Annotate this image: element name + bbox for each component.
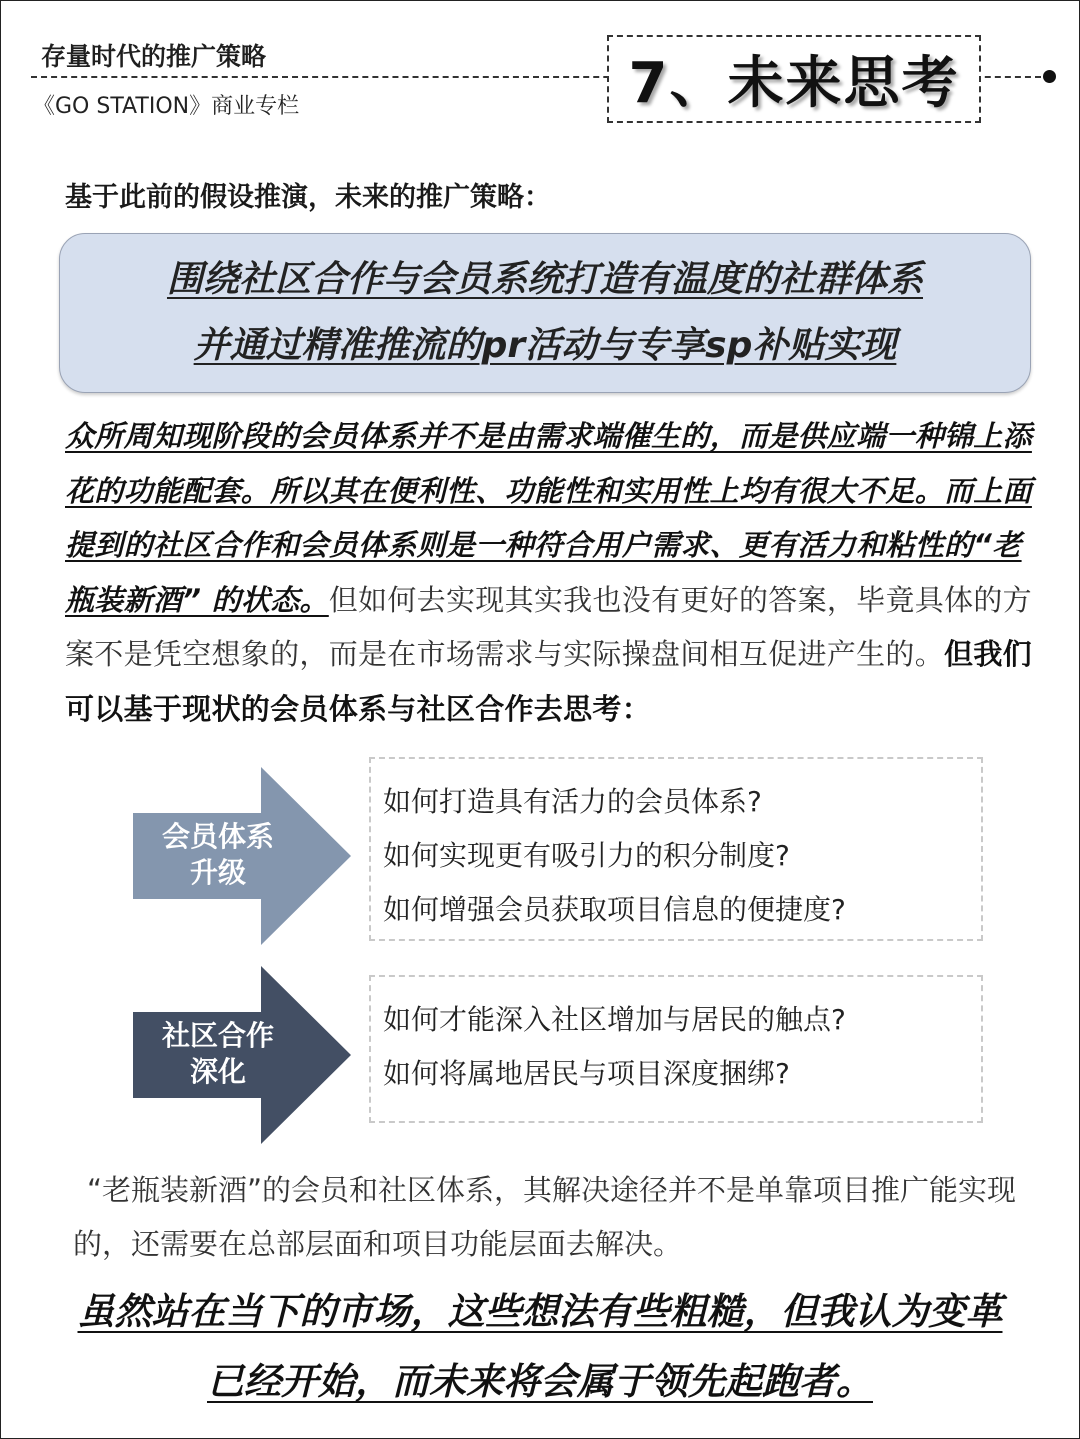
- arrow-label-line-2: 升级: [189, 856, 246, 889]
- final-line-1: 虽然站在当下的市场，这些想法有些粗糙，但我认为变革: [77, 1290, 1003, 1333]
- question-item: 如何增强会员获取项目信息的便捷度?: [383, 893, 846, 926]
- lead-heading: 基于此前的假设推演，未来的推广策略：: [65, 182, 551, 213]
- header-dot-icon: [1043, 70, 1056, 83]
- community-questions: [369, 975, 983, 1123]
- column-title: 存量时代的推广策略: [41, 42, 267, 71]
- callout-line-2: 并通过精准推流的pr活动与专享sp补贴实现: [193, 325, 897, 366]
- arrow-label-line-1: 社区合作: [161, 1019, 274, 1052]
- arrow-label-line-2: 深化: [189, 1055, 246, 1088]
- closing-paragraph: “老瓶装新酒”的会员和社区体系，其解决途径并不是单靠项目推广能实现的，还需要在总部层面和项目功能层面去解决。: [73, 1173, 1017, 1261]
- membership-upgrade-arrow: [133, 767, 351, 945]
- arrow-label-line-1: 会员体系: [161, 820, 274, 853]
- final-statement: [1, 1277, 1079, 1417]
- question-item: 如何实现更有吸引力的积分制度?: [383, 839, 790, 872]
- arrow-label: [133, 1018, 303, 1090]
- arrow-label: [133, 819, 303, 891]
- body-paragraph: [65, 409, 1041, 736]
- membership-questions: [369, 757, 983, 941]
- callout-line-1: 围绕社区合作与会员系统打造有温度的社群体系: [166, 259, 923, 300]
- paragraph-emphasis: 众所周知现阶段的会员体系并不是由需求端催生的，而是供应端一种锦上添花的功能配套。所以其在便利性、功能性和实用性上均有很大不足。而上面提到的社区合作和会员体系则是一种符合用户需求、更有活力和粘性的“老瓶装新酒” 的状态。: [65, 419, 1032, 617]
- strategy-callout: [59, 233, 1031, 393]
- community-deepen-arrow: [133, 966, 351, 1144]
- section-title: 7、未来思考: [628, 51, 960, 116]
- final-line-2: 已经开始，而未来将会属于领先起跑者。: [207, 1360, 873, 1403]
- paragraph-normal: 但如何去实现其实我也没有更好的答案，毕竟具体的方案不是凭空想象的，而是在市场需求与实际操盘间相互促进产生的。: [65, 582, 1032, 671]
- section-title-box: [607, 35, 981, 123]
- question-item: 如何才能深入社区增加与居民的触点?: [383, 1003, 846, 1036]
- paragraph-bold: 但我们可以基于现状的会员体系与社区合作去思考：: [65, 637, 1032, 726]
- column-subtitle: 《GO STATION》商业专栏: [33, 94, 300, 119]
- question-item: 如何将属地居民与项目深度捆绑?: [383, 1057, 790, 1090]
- question-item: 如何打造具有活力的会员体系?: [383, 785, 762, 818]
